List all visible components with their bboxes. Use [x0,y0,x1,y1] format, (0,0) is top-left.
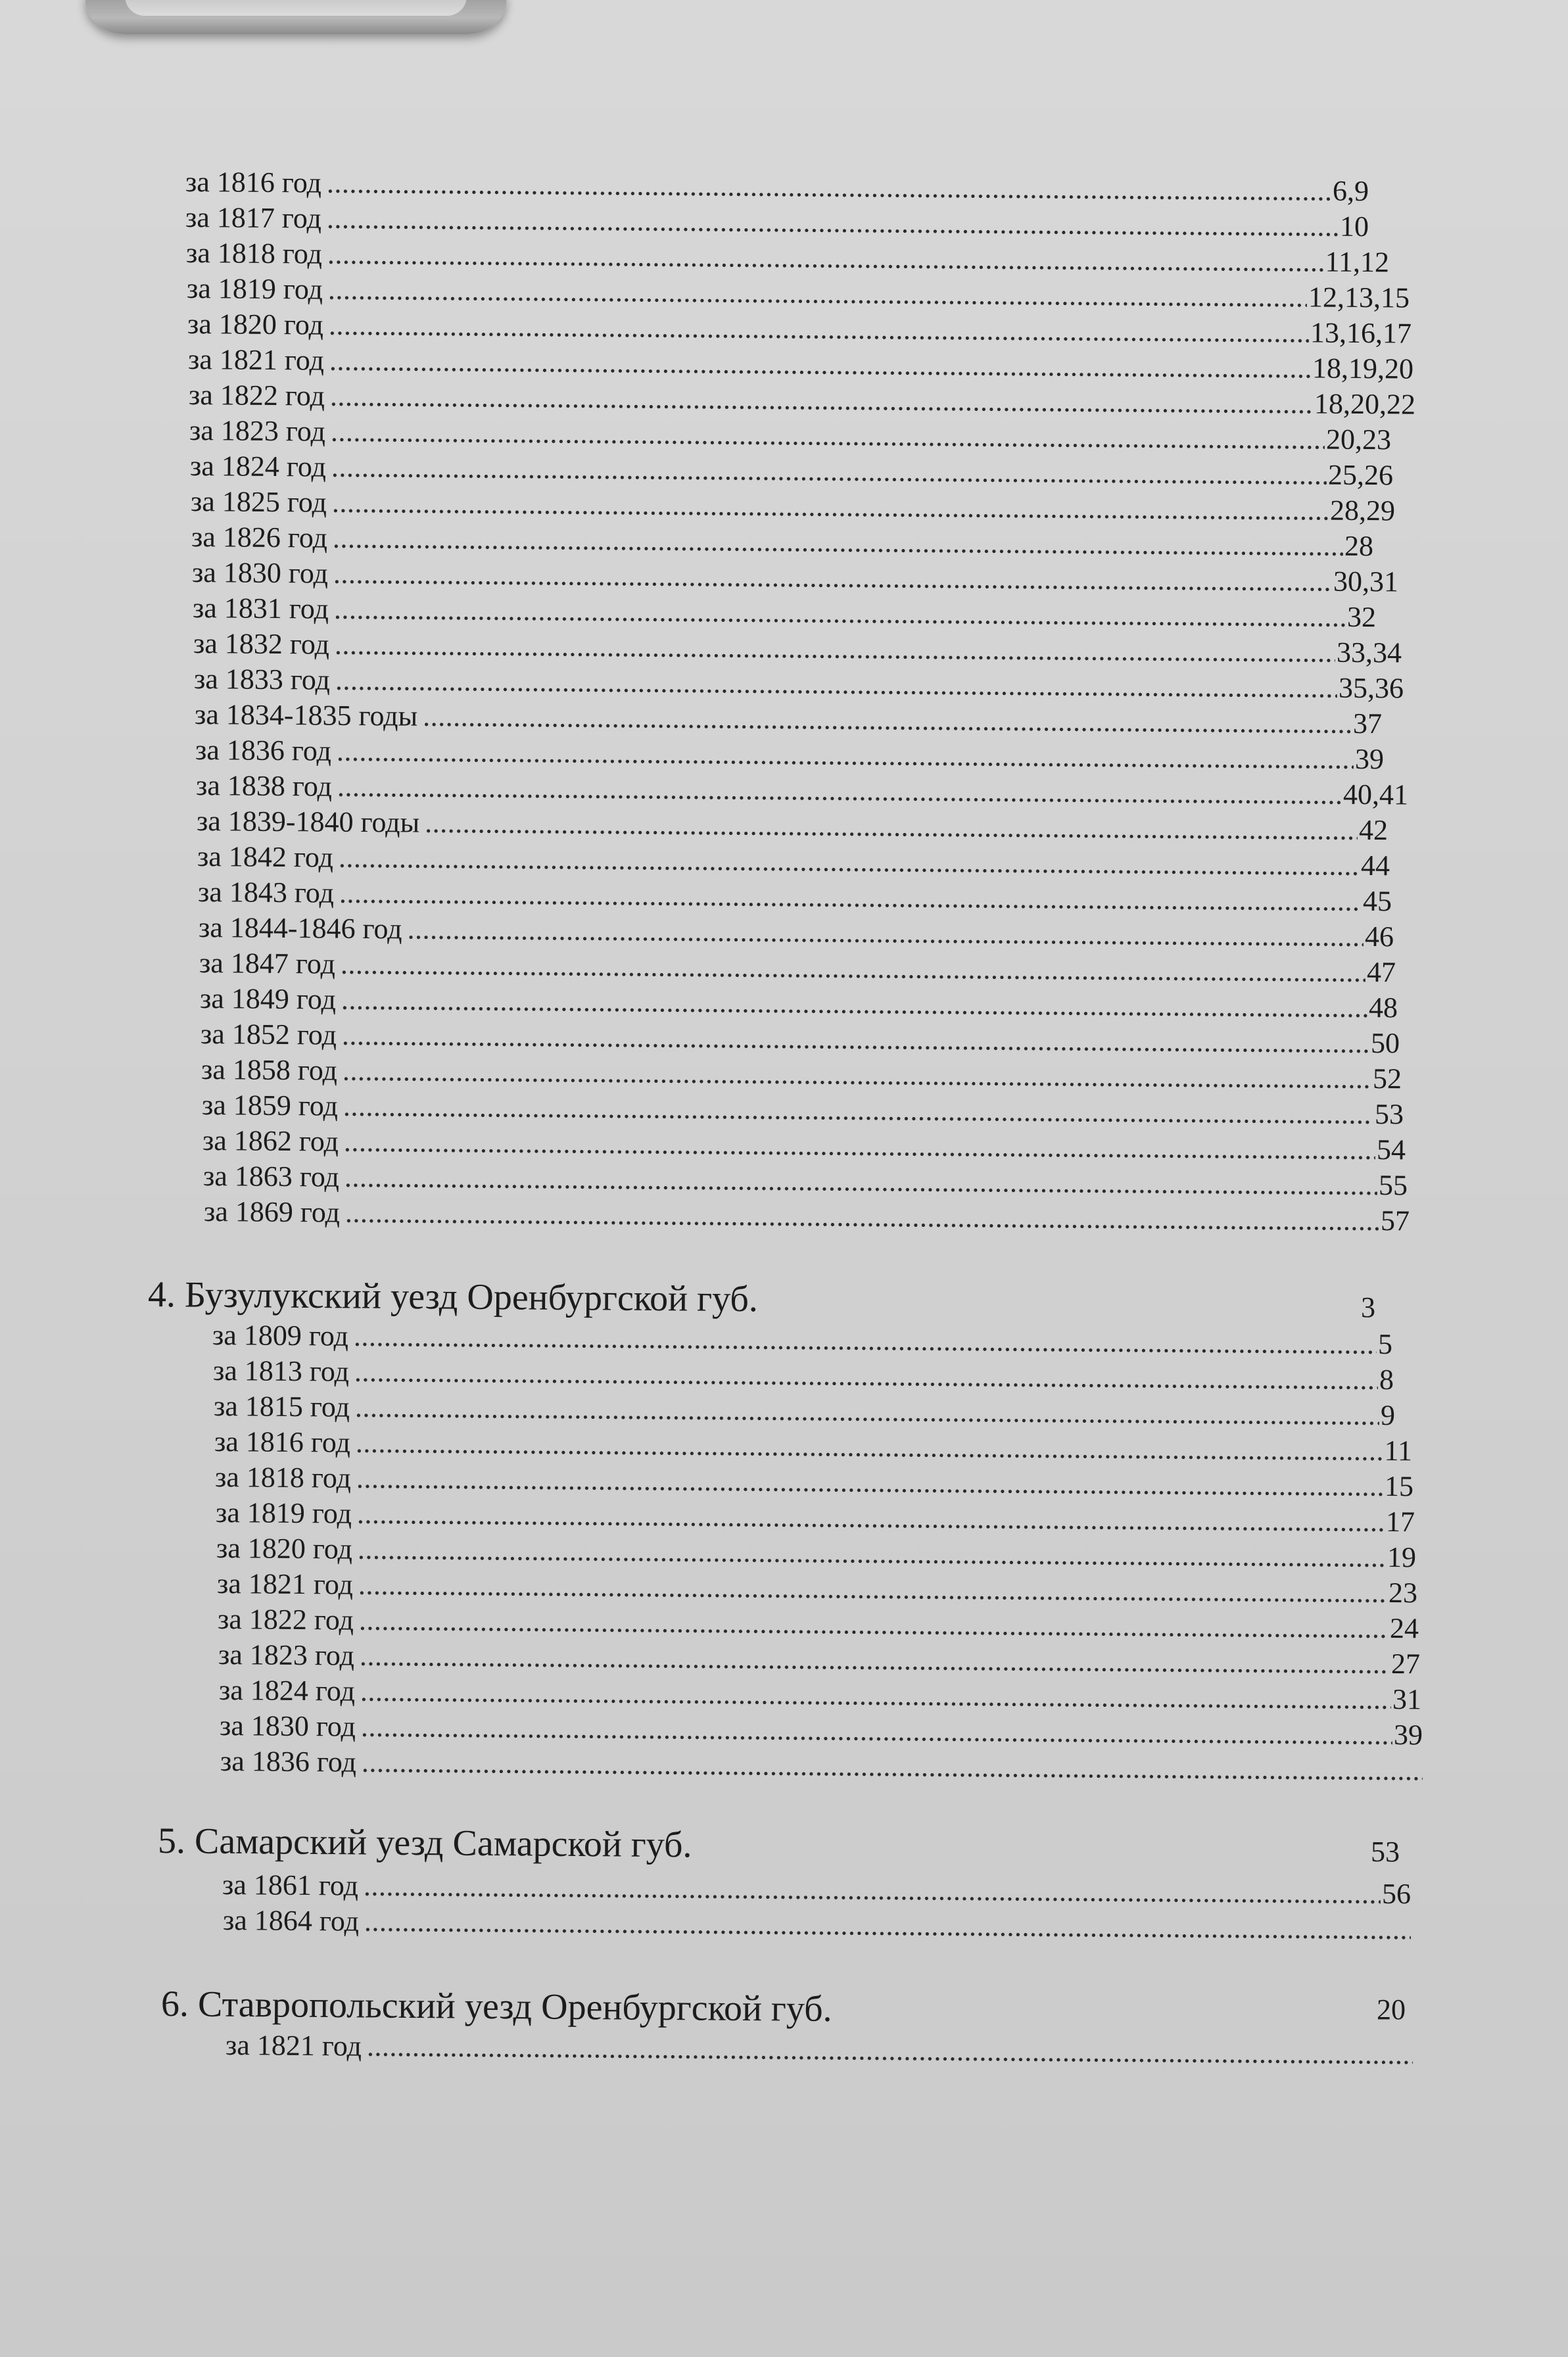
toc-entry-page: 57 [1380,1204,1410,1237]
toc-entry-page: 6,9 [1332,174,1369,208]
toc-entry-page: 19 [1387,1540,1417,1574]
toc-entry-label: за 1864 год [222,1904,360,1938]
toc-entry-label: за 1824 год [218,1674,356,1707]
section-heading: 4. Бузулукский уезд Оренбургской губ. [147,1274,759,1320]
toc-entry-page: 44 [1360,849,1390,882]
section-heading-page: 53 [1371,1836,1400,1868]
toc-entry-page: 52 [1372,1062,1402,1095]
toc-entry-page: 37 [1352,707,1383,740]
toc-entry-label: за 1818 год [185,237,323,270]
toc-entry-label: за 1821 год [225,2029,362,2062]
toc-entry-page: 24 [1389,1612,1419,1645]
toc-entry-page: 20,23 [1325,423,1392,456]
toc-entry-label: за 1849 год [199,982,337,1016]
toc-entry-label: за 1831 год [192,592,329,625]
toc-entry-label: за 1821 год [216,1567,354,1601]
toc-leader-dots [362,1745,1423,1789]
toc-entry-label: за 1852 год [200,1018,337,1051]
toc-entry-page: 46 [1364,920,1394,953]
toc-entry-page: 25,26 [1327,458,1394,492]
toc-entry-page: 55 [1378,1169,1408,1202]
toc-entry-label: за 1823 год [189,414,326,448]
toc-entry-label: за 1836 год [195,734,332,767]
toc-entry-label: за 1830 год [219,1709,356,1743]
toc-entry-label: за 1833 год [193,663,331,696]
toc-entry-page: 39 [1354,742,1385,776]
toc-entry-page: 28,29 [1329,494,1396,527]
toc-entry-page: 42 [1358,813,1389,847]
toc-entry-page: 18,20,22 [1314,387,1416,421]
toc-entry-label: за 1859 год [201,1089,339,1122]
section-heading: 5. Самарский уезд Самарской губ. [157,1821,692,1866]
toc-entry-page: 56 [1381,1877,1412,1911]
toc-entry-label: за 1844-1846 год [198,911,402,945]
toc-entry-label: за 1822 год [188,379,325,412]
toc-entry-label: за 1847 год [199,947,336,980]
toc-entry-label: за 1843 год [197,876,335,909]
toc-entry-page: 32 [1346,600,1377,634]
toc-entry-page: 11 [1384,1434,1413,1467]
toc-entry-label: за 1830 год [191,556,329,590]
toc-entry-label: за 1821 год [187,343,325,377]
toc-entry-label: за 1863 год [202,1160,340,1193]
toc-entry-page: 18,19,20 [1312,352,1414,385]
toc-entry-label: за 1869 год [203,1195,341,1229]
toc-entry [226,2028,1414,2072]
toc-leader-dots [364,1904,1411,1948]
toc-entry-label: за 1834-1835 годы [194,698,418,732]
toc-entry-page: 15 [1384,1469,1414,1503]
toc-entry-label: за 1819 год [186,272,323,306]
toc-entry-label: за 1832 год [193,627,330,661]
toc-entry-label: за 1838 год [195,769,333,803]
toc-entry-label: за 1824 год [189,450,327,483]
toc-entry-label: за 1839-1840 годы [196,805,420,839]
toc-entry-page: 12,13,15 [1308,281,1410,314]
toc-entry-label: за 1861 год [222,1869,359,1902]
toc-entry-page: 54 [1376,1133,1406,1166]
toc-entry-label: за 1818 год [214,1461,352,1494]
toc-entry-label: за 1816 год [214,1425,351,1459]
toc-entry-label: за 1816 год [185,166,322,199]
toc-entry-page: 23 [1388,1576,1418,1609]
toc-entry-page: 35,36 [1338,671,1404,705]
toc-entry-label: за 1858 год [201,1053,338,1087]
toc-entry-page: 30,31 [1333,565,1399,598]
toc-entry-page: 33,34 [1336,636,1402,669]
toc-entry-label: за 1842 год [197,840,334,874]
toc-entry-label: за 1809 год [212,1319,349,1352]
toc-entry-label: за 1820 год [216,1532,353,1565]
toc-entry-page: 17 [1385,1505,1415,1538]
toc-entry-page: 8 [1379,1363,1394,1396]
section-heading-page: 3 [1361,1291,1375,1323]
toc-entry-page: 28 [1344,529,1374,563]
toc-entry-page: 48 [1368,991,1398,1024]
toc-entry-label: за 1862 год [202,1124,339,1158]
toc-entry-page: 27 [1390,1648,1421,1680]
toc-entry-page: 11,12 [1325,245,1390,279]
section-heading-page: 20 [1377,1993,1406,2026]
toc-entry-page: 31 [1392,1683,1422,1716]
toc-leader-dots [367,2029,1413,2072]
toc-entry-page: 47 [1366,955,1396,989]
toc-entry-label: за 1822 год [217,1603,354,1636]
section-heading: 6. Ставропольский уезд Оренбургской губ. [160,1984,832,2030]
toc-entry-page: 40,41 [1342,778,1409,811]
toc-entry-page: 50 [1370,1026,1400,1060]
toc-entry-page: 39 [1393,1719,1423,1751]
toc-entry-label: за 1823 год [218,1638,355,1672]
toc-entry-label: за 1817 год [185,201,322,235]
toc-entry-label: за 1836 год [220,1745,357,1778]
toc-entry-label: за 1815 год [213,1390,350,1423]
toc-entry-label: за 1813 год [212,1354,350,1388]
toc-entry-label: за 1825 год [190,485,327,519]
toc-entry-label: за 1820 год [187,308,324,341]
toc-entry-page: 5 [1377,1327,1393,1361]
toc-entry-label: за 1826 год [191,521,328,554]
toc-entry-page: 13,16,17 [1310,316,1412,350]
toc-entry-page: 45 [1362,884,1392,918]
toc-entry-label: за 1819 год [215,1496,352,1530]
toc-entry-page: 10 [1339,210,1369,243]
toc-leader-dots [345,1195,1379,1239]
toc-entry-page: 9 [1380,1398,1396,1432]
toc-entry-page: 53 [1374,1098,1404,1131]
